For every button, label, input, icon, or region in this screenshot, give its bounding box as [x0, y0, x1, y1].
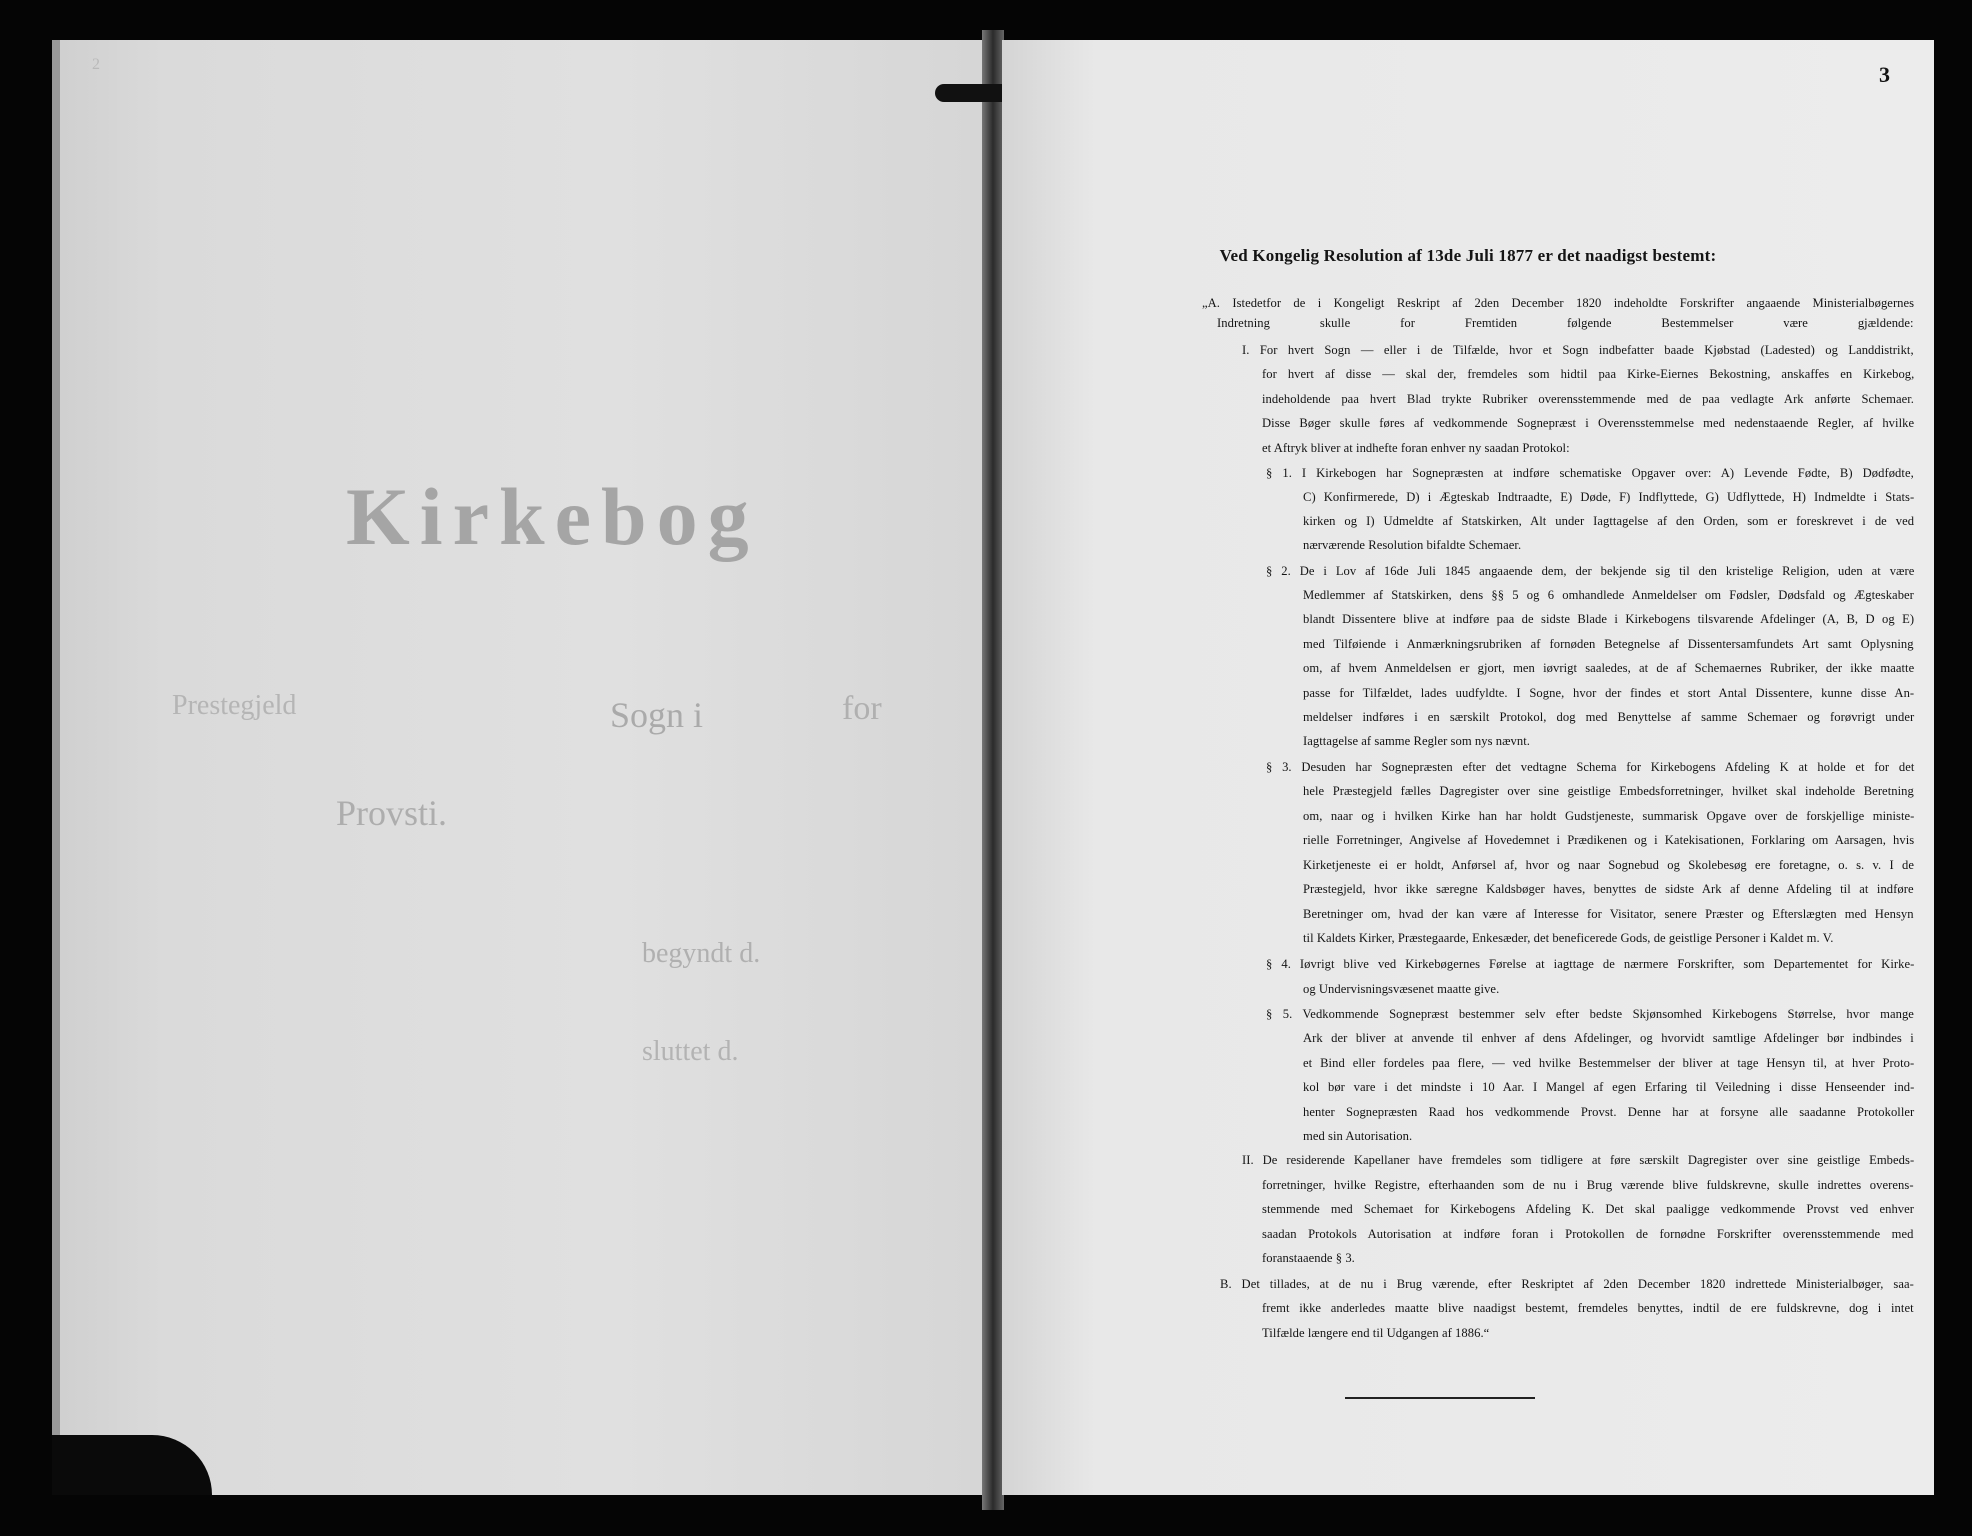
text-line: stemmende med Schemaet for Kirkebogens Afdeling K. Det skal paaligge vedkommende Provst ved enhver — [1262, 1202, 1915, 1216]
left-page — [52, 40, 982, 1495]
text-line: kirken og I) Udmeldte af Statskirken, Alt under Iagttagelse af den Orden, som er foreskrevet i de ved — [1303, 514, 1915, 528]
ghost-begyndt: begyndt d. — [642, 938, 761, 969]
text-line: forretninger, hvilke Registre, efterhaanden som de nu i Brug værende blive fuldskrevne, skulle indrettes overens- — [1262, 1178, 1914, 1192]
ghost-sluttet: sluttet d. — [642, 1036, 739, 1067]
ghost-provsti: Provsti. — [336, 793, 448, 833]
text-line: meldelser indføres i en særskilt Protokol, dog med Benyttelse af samme Schemaer og forøvrigt under — [1303, 710, 1915, 724]
text-line: med Tilføiende i Anmærkningsrubriken af fornøden Betegnelse af Dissentersamfundets Art samt Oplysning — [1303, 637, 1914, 651]
text-line: til Kaldets Kirker, Præstegaarde, Enkesæder, det beneficerede Gods, de geistlige Personer i Kaldet m. V. — [1303, 931, 1834, 945]
resolution-heading: Ved Kongelig Resolution af 13de Juli 1877 er det naadigst bestemt: — [1219, 246, 1717, 265]
ghost-prestegjeld: Prestegjeld — [172, 690, 297, 721]
text-line: Ark der bliver at anvende til enhver af dens Afdelinger, og hvorvidt samtlige Afdelinger bør indbindes i — [1303, 1031, 1914, 1045]
text-line: Indretning skulle for Fremtiden følgende Bestemmelser være gjældende: — [1217, 316, 1914, 330]
text-line: rielle Forretninger, Angivelse af Hovedemnet i Prædikenen og i Katekisationen, Forklaring om Aarsagen, hvis — [1303, 833, 1915, 847]
text-line: foranstaaende § 3. — [1262, 1251, 1355, 1265]
text-line: hele Præstegjeld fælles Dagregister over sine geistlige Embedsforretninger, hvilket skal indeholde Beretning — [1303, 784, 1914, 798]
text-line: nærværende Resolution bifaldte Schemaer. — [1303, 538, 1522, 552]
text-line: passe for Tilfældet, lades uudfyldte. I Sogne, hvor der findes et stort Antal Dissentere, kunne disse An- — [1303, 686, 1915, 700]
text-line: om, naar og i hvilken Kirke han har holdt Gudstjeneste, summarisk Opgave over de forskjellige ministe- — [1303, 809, 1915, 823]
text-line: Beretninger om, hvad der kan være af Interesse for Visitator, senere Præster og Efterslægten med Hensyn — [1303, 907, 1914, 921]
text-line: § 3. Desuden har Sognepræsten efter det vedtagne Schema for Kirkebogens Afdeling K at holde et for det — [1266, 760, 1915, 774]
ghost-title: Kirkebog — [346, 471, 759, 562]
page-edge — [52, 40, 60, 1495]
corner-mark: 2 — [92, 56, 100, 73]
text-line: og Undervisningsvæsenet maatte give. — [1303, 982, 1500, 996]
text-line: C) Konfirmerede, D) i Ægteskab Indtraadte, E) Døde, F) Indflyttede, G) Udflyttede, H) Indmeldte i Stats- — [1303, 490, 1915, 504]
text-line: „A. Istedetfor de i Kongeligt Reskript af 2den December 1820 indeholdte Forskrifter angaaende Ministerialbøgernes — [1202, 296, 1915, 310]
text-line: B. Det tillades, at de nu i Brug værende, efter Reskriptet af 2den December 1820 indrettede Ministerialbøger, saa- — [1220, 1277, 1914, 1291]
text-line: indeholdende paa hvert Blad trykte Rubriker overensstemmende med de paa vedlagte Ark anførte Schemaer. — [1262, 392, 1914, 406]
text-line: Medlemmer af Statskirken, dens §§ 5 og 6 omhandlede Anmeldelser om Fødsler, Dødsfald og Ægteskaber — [1303, 588, 1914, 602]
text-line: henter Sognepræsten Raad hos vedkommende Provst. Denne har at forsyne alle saadanne Protokoller — [1303, 1105, 1915, 1119]
text-line: § 1. I Kirkebogen har Sognepræsten at indføre schematiske Opgaver over: A) Levende Fødte, B) Dødfødte, — [1266, 466, 1914, 480]
book-spine — [982, 30, 1004, 1510]
torn-corner — [52, 1435, 212, 1495]
text-line: § 5. Vedkommende Sognepræst bestemmer selv efter bedste Skjønsomhed Kirkebogens Størrelse, hvor mange — [1266, 1007, 1914, 1021]
text-line: et Aftryk bliver at indhefte foran enhver ny saadan Protokol: — [1262, 441, 1570, 455]
text-line: § 4. Iøvrigt blive ved Kirkebøgernes Førelse at iagttage de nærmere Forskrifter, som Departementet for Kirke- — [1266, 957, 1915, 971]
text-line: med sin Autorisation. — [1303, 1129, 1413, 1143]
text-line: om, af hvem Anmeldelsen er gjort, men iøvrigt saaledes, at de af Schemaernes Rubriker, der ikke maatte — [1303, 661, 1915, 675]
text-line: Disse Bøger skulle føres af vedkommende Sognepræst i Overensstemmelse med nedenstaaende Regler, af hvilke — [1262, 416, 1915, 430]
text-line: Kirketjeneste ei er holdt, Anførsel af, hvor og naar Sognebud og Skolebesøg ere foretagne, o. s. v. I de — [1303, 858, 1914, 872]
text-line: saadan Protokols Autorisation at indføre foran i Protokollen de fornødne Forskrifter overensstemmende med — [1262, 1227, 1914, 1241]
page-number: 3 — [1879, 62, 1890, 87]
text-line: for hvert af disse — skal der, fremdeles som hidtil paa Kirke-Eiernes Bekostning, anskaffes en Kirkebog, — [1262, 367, 1915, 381]
text-line: Præstegjeld, hvor ikke særegne Kaldsbøger haves, benyttes de sidste Ark af denne Afdeling til at indføre — [1303, 882, 1914, 896]
ghost-for: for — [842, 690, 882, 727]
text-line: blandt Dissentere blive at indføre paa de sidste Blade i Kirkebogens tilsvarende Afdelinger (A, B, D og E) — [1303, 612, 1915, 626]
text-line: Iagttagelse af samme Regler som nys nævnt. — [1303, 734, 1530, 748]
text-line: I. For hvert Sogn — eller i de Tilfælde, hvor et Sogn indbefatter baade Kjøbstad (Ladested) og Landdistrikt, — [1242, 343, 1914, 357]
right-page — [1002, 40, 1934, 1495]
end-rule — [1345, 1397, 1535, 1399]
text-line: II. De residerende Kapellaner have fremdeles som tidligere at føre særskilt Dagregister over sine geistlige Embeds- — [1242, 1153, 1915, 1167]
text-line: et Bind eller fordeles paa flere, — ved hvilke Bestemmelser der bliver at tage Hensyn til, at hver Proto- — [1303, 1056, 1915, 1070]
ghost-sogn: Sogn i — [610, 695, 704, 735]
text-line: § 2. De i Lov af 16de Juli 1845 angaaende dem, der bekjende sig til den kristelige Religion, uden at være — [1266, 564, 1915, 578]
text-line: fremt ikke anderledes maatte blive naadigst bestemt, fremdeles benyttes, indtil de ere fuldskrevne, dog i intet — [1262, 1301, 1914, 1315]
text-line: kol bør vare i det mindste i 10 Aar. I Mangel af egen Erfaring til Veiledning i disse Henseender ind- — [1303, 1080, 1915, 1094]
text-line: Tilfælde længere end til Udgangen af 1886.“ — [1262, 1326, 1490, 1340]
